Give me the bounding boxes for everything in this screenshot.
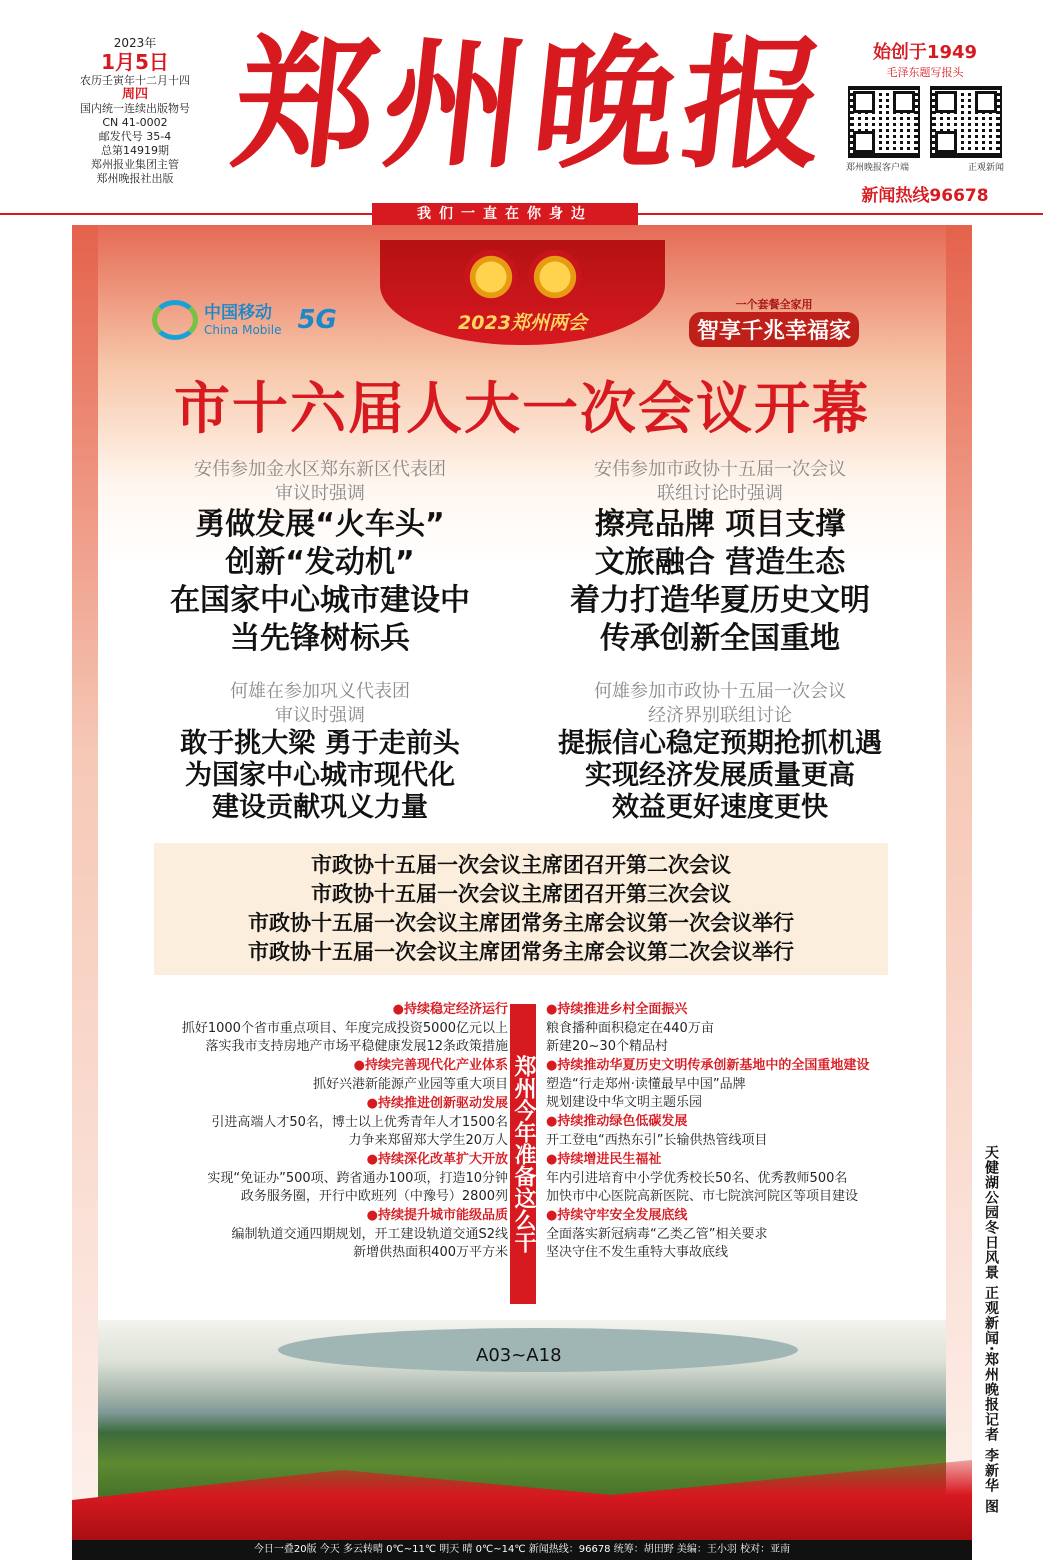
newspaper-logo [226,10,834,200]
story-title-line: 当先锋树标兵 [230,621,410,656]
promo-small: 一个套餐全家用 [735,298,813,311]
qr-caption: 正观新闻 [967,163,1004,173]
meeting-list [154,843,888,975]
meeting-item[interactable]: 市政协十五届一次会议主席团召开第三次会议 [311,882,731,906]
plan-heading: ●持续增进民生福祉 [546,1152,662,1167]
plan-text: 抓好兴港新能源产业园等重大项目 [312,1077,508,1092]
plan-heading: ●持续守牢安全发展底线 [546,1208,688,1223]
story-title-line: 为国家中心城市现代化 [185,760,455,791]
poster-border-right [946,225,972,1540]
pub-line: 总第14919期 [101,144,169,157]
pub-line: 郑州报业集团主管 [91,158,179,171]
story-kicker: 安伟参加市政协十五届一次会议 [594,459,846,480]
main-headline[interactable]: 市十六届人大一次会议开幕 [174,377,870,442]
story-block-2[interactable] [515,458,925,658]
plan-heading: ●持续推进乡村全面振兴 [546,1002,688,1017]
poster-border-left [72,225,98,1540]
story-kicker: 安伟参加金水区郑东新区代表团 [194,459,446,480]
story-title-line: 创新“发动机” [225,545,415,580]
plan-text: 规划建设中华文明主题乐园 [546,1095,703,1110]
issue-date: 1月5日 [101,50,169,74]
plan-text: 力争来郑留郑大学生20万人 [348,1133,508,1148]
qr-code-icon[interactable] [930,86,1002,158]
story-title-line: 实现经济发展质量更高 [585,760,855,791]
footer-bar: 今日一叠20版 今天 多云转晴 0℃~11℃ 明天 晴 0℃~14℃ 新闻热线：96678 统筹：胡田野 美编：王小羽 校对：亚南 [72,1540,972,1560]
promo-big: 智享千兆幸福家 [689,312,859,347]
meeting-item[interactable]: 市政协十五届一次会议主席团常务主席会议第二次会议举行 [248,940,794,964]
plan-text: 开工登电“西热东引”长输供热管线项目 [546,1133,768,1148]
story-title-line: 效益更好速度更快 [612,792,828,823]
cm-name-cn: 中国移动 [204,302,272,323]
slogan: 我们一直在你身边 [372,203,638,226]
plan-text: 新建20~30个精品村 [546,1039,668,1054]
plan-heading: ●持续提升城市能级品质 [366,1208,508,1223]
story-title-line: 建设贡献巩义力量 [212,792,428,823]
session-ribbon [380,240,665,345]
plan-text: 编制轨道交通四期规划，开工建设轨道交通S2线 [231,1227,508,1242]
story-block-3[interactable] [115,680,525,824]
plan-text: 新增供热面积400万平方米 [353,1245,508,1260]
ribbon-title: 2023郑州两会 [458,312,587,334]
story-title-line: 提振信心稳定预期抢抓机遇 [558,728,882,759]
story-kicker: 审议时强调 [275,705,365,726]
story-block-4[interactable] [515,680,925,824]
plan-text: 塑造“行走郑州·读懂最早中国”品牌 [546,1077,746,1092]
national-emblem-icon [464,250,518,304]
plan-text: 政务服务圈，开行中欧班列（中豫号）2800列 [240,1189,508,1204]
story-block-1[interactable] [115,458,525,658]
plan-heading: ●持续推动绿色低碳发展 [546,1114,688,1129]
story-title-line: 传承创新全国重地 [600,621,840,656]
story-title-line: 着力打造华夏历史文明 [570,583,870,618]
since-sub: 毛泽东题写报头 [886,66,964,79]
plan-text: 坚决守住不发生重特大事故底线 [546,1245,729,1260]
plan-text: 粮食播种面积稳定在440万亩 [546,1021,714,1036]
plan-text: 引进高端人才50名，博士以上优秀青年人才1500名 [211,1115,508,1130]
story-kicker: 联组讨论时强调 [657,483,783,504]
story-title-line: 敢于挑大梁 勇于走前头 [180,728,460,759]
logo-char: 晚 [524,22,685,188]
story-title-line: 擦亮品牌 项目支撑 [594,507,846,542]
year: 2023年 [113,36,157,50]
meeting-item[interactable]: 市政协十五届一次会议主席团召开第二次会议 [311,853,731,877]
plan-text: 落实我市支持房地产市场平稳健康发展12条政策措施 [205,1039,508,1054]
logo-char: 州 [375,22,536,188]
plan-heading: ●持续完善现代化产业体系 [353,1058,508,1073]
logo-char: 郑 [226,22,386,188]
fiveg-logo: 5G [297,305,337,335]
plan-text: 抓好1000个省市重点项目、年度完成投资5000亿元以上 [181,1021,508,1036]
plan-text: 全面落实新冠病毒“乙类乙管”相关要求 [546,1227,768,1242]
story-kicker: 何雄参加市政协十五届一次会议 [594,681,846,702]
story-kicker: 经济界别联组讨论 [648,705,792,726]
china-mobile-icon [152,300,198,340]
page-range[interactable]: A03~A18 [476,1345,562,1366]
logo-char: 报 [674,22,834,188]
right-info [840,38,1010,206]
since-text: 始创于1949 [872,42,978,63]
plan-vertical-title: 郑州今年准备这么干 [510,1004,536,1304]
lunar-date: 农历壬寅年十二月十四 [80,74,190,87]
qr-code-icon[interactable] [848,86,920,158]
story-kicker: 审议时强调 [275,483,365,504]
pub-line: CN 41-0002 [102,116,168,129]
plan-points-right [546,1000,956,1262]
plan-heading: ●持续推动华夏历史文明传承创新基地中的全国重地建设 [546,1058,870,1073]
photo-caption: 天健湖公园冬日风景 正观新闻·郑州晚报记者 李新华 图 [983,1145,999,1514]
pub-line: 郑州晚报社出版 [96,172,174,185]
plan-heading: ●持续稳定经济运行 [392,1002,508,1017]
plan-text: 年内引进培育中小学优秀校长50名、优秀教师500名 [546,1171,848,1186]
edition-info [60,36,210,186]
story-title-line: 勇做发展“火车头” [195,507,445,542]
pub-line: 国内统一连续出版物号 [80,102,190,115]
plan-text: 实现“免证办”500项、跨省通办100项，打造10分钟 [207,1171,508,1186]
cm-name-en: China Mobile [204,322,282,337]
news-hotline: 新闻热线96678 [861,186,989,206]
story-title-line: 文旅融合 营造生态 [594,545,846,580]
plan-points-left [98,1000,508,1262]
cppcc-emblem-icon [528,250,582,304]
plan-text: 加快市中心医院高新医院、市七院滨河院区等项目建设 [546,1189,859,1204]
story-title-line: 在国家中心城市建设中 [170,583,470,618]
qr-caption: 郑州晚报客户端 [846,163,910,173]
pub-line: 邮发代号 35-4 [98,130,172,143]
meeting-item[interactable]: 市政协十五届一次会议主席团常务主席会议第一次会议举行 [248,911,794,935]
weekday: 周四 [121,87,148,102]
story-kicker: 何雄在参加巩义代表团 [230,681,410,702]
plan-heading: ●持续深化改革扩大开放 [366,1152,508,1167]
china-mobile-logo [152,300,337,340]
plan-heading: ●持续推进创新驱动发展 [366,1096,508,1111]
promo-badge [664,296,884,347]
